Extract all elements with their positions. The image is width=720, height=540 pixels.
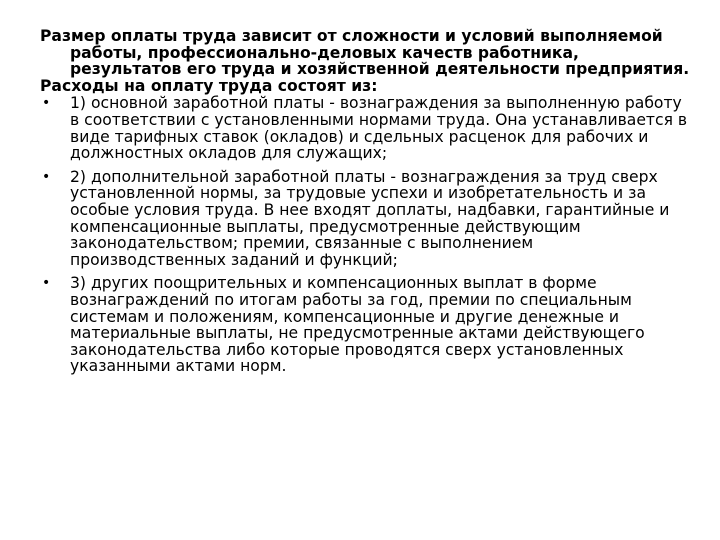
section-heading: Расходы на оплату труда состоят из: [40, 76, 378, 95]
bullet-list [40, 95, 690, 375]
list-item [40, 95, 690, 161]
intro-paragraph: Размер оплаты труда зависит от сложности и условий выполняемой работы, профессионально-деловых качеств работника, результатов его труда и хозяйственной деятельности предприятия. [40, 27, 690, 79]
bullet-icon: • [42, 168, 51, 185]
bullet-icon: • [42, 95, 51, 112]
bullet-icon: • [42, 275, 51, 292]
list-item [40, 169, 690, 269]
list-item-text: 1) основной заработной платы - вознаграждения за выполненную работу в соответствии с установленными нормами труда. Она устанавливается в виде тарифных ставок (окладов) и сдельных расценок для рабочих и должностных окладов для служащих; [70, 94, 688, 163]
list-item-text: 2) дополнительной заработной платы - вознаграждения за труд сверх установленной нормы, за трудовые успехи и изобретательность и за особые условия труда. В нее входят доплаты, надбавки, гарантийные и компенсационные выплаты, предусмотренные действующим законодательством; премии, связанные с выполнением производственных заданий и функций; [70, 167, 670, 269]
list-item-text: 3) других поощрительных и компенсационных выплат в форме вознаграждений по итогам работы за год, премии по специальным системам и положениям, компенсационные и другие денежные и материальные выплаты, не предусмотренные актами действующего законодательства либо которые проводятся сверх установленных указанными актами норм. [70, 274, 645, 376]
list-item [40, 275, 690, 375]
